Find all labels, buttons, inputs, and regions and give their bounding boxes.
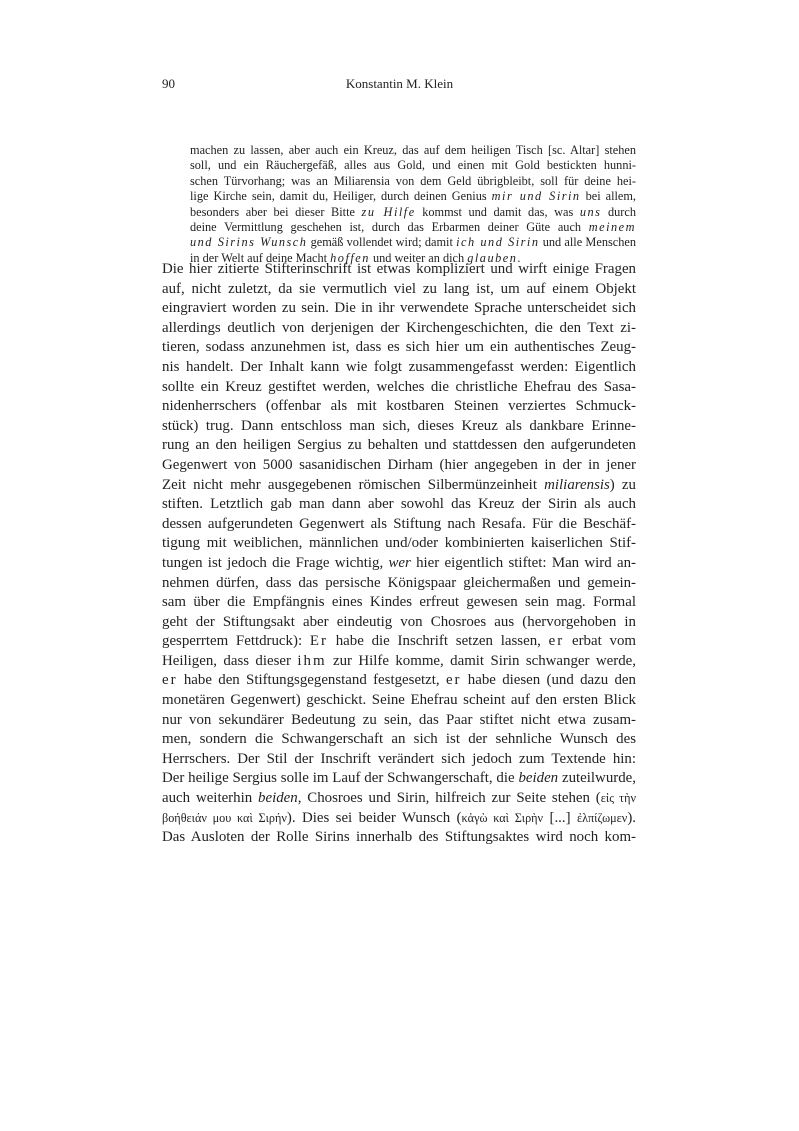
text-segment: Gegenwert von 5000 sasanidischen Dirham (hier angegeben in der in jener [162,456,636,473]
text-line [162,652,636,672]
text-segment: soll, und ein Räuchergefäß, alles aus Gold, und einen mit Gold bestickten hunni- [190,158,636,173]
emphasized-text: beiden [258,790,298,807]
text-segment: habe den Stiftungsgegenstand festgesetzt, [177,672,446,689]
emphasized-text: uns [579,204,602,219]
text-segment: besonders aber bei dieser Bitte [190,204,362,219]
text-line [190,174,636,189]
text-segment: sam über die Empfängnis eines Kindes erfreut gewesen sein mag. Formal [162,594,636,611]
text-segment: . [517,250,521,265]
text-segment: Der heilige Sergius solle im Lauf der Schwangerschaft, die [162,770,519,787]
text-segment: Herrschers. Der Stil der Inschrift verändert sich jedoch zum Textende hin: [162,750,636,767]
text-segment: allerdings deutlich von derjenigen der Kirchengeschichten, die den Text zi- [162,319,636,336]
text-segment: Die hier zitierte Stifterinschrift ist etwas kompliziert und wirft einige Fragen [162,261,636,277]
text-segment: sollte ein Kreuz gestiftet werden, welches die christliche Ehefrau des Sasa- [162,378,636,395]
text-segment: tungen ist jedoch die Frage wichtig, [162,554,389,571]
text-line [162,417,636,437]
text-segment: deine Vermittlung geschehen ist, durch das Erbarmen deiner Güte auch [190,220,589,235]
running-head: Konstantin M. Klein [345,76,454,91]
text-line [162,534,636,554]
text-segment: stiften. Letztlich gab man dann aber sowohl das Kreuz der Sirin als auch [162,496,636,513]
text-segment: machen zu lassen, aber auch ein Kreuz, das auf dem heiligen Tisch [sc. Altar] stehen [190,143,636,157]
text-segment: tieren, sodass anzunehmen ist, dass es sich hier um ein authentisches Zeug- [162,339,636,356]
text-line [190,205,636,220]
text-line [162,613,636,633]
text-segment: erbat vom [564,633,636,650]
text-segment: Zeit nicht mehr ausgegebenen römischen Silbermünzeinheit [162,476,545,493]
text-line [162,750,636,770]
text-segment: zuteilwurde, [558,770,636,787]
body-paragraph [162,260,636,848]
text-segment: habe die Inschrift setzen lassen, [327,633,549,650]
text-line [162,711,636,731]
text-line [162,456,636,476]
emphasized-text: zu Hilfe [361,204,416,219]
text-segment: kommst und damit das, was [415,204,580,219]
text-line [162,397,636,417]
text-segment: gesperrtem Fettdruck): [162,633,310,650]
text-segment: ). [627,809,636,826]
text-segment: tigung mit weiblichen, männlichen und/oder kombinierten kaiserlichen Stif- [162,535,636,552]
text-segment: ). Dies sei beider Wunsch ( [286,809,462,826]
text-line [162,358,636,378]
text-segment: bei allem, [580,189,637,204]
text-line [162,789,636,809]
block-quote [190,143,636,266]
text-line [162,809,636,829]
text-segment: monetären Gegenwert) geschickt. Seine Ehefrau scheint auf den ersten Blick [162,692,636,709]
text-line [162,730,636,750]
text-segment: stück) trug. Dann entschloss man sich, dieses Kreuz als dankbare Erinne- [162,417,636,434]
text-segment: auch weiterhin [162,790,259,807]
text-line [162,436,636,456]
text-line [162,319,636,339]
emphasized-text: er [445,672,462,689]
greek-text: ἐλπίζωμεν [576,810,628,825]
text-segment: nehmen dürfen, dass das persische Königspaar gleichermaßen und gemein- [162,574,636,591]
text-line [162,671,636,691]
text-line [190,235,636,250]
text-segment: dessen aufgerundeten Gegenwert als Stiftung nach Resafa. Für die Beschäf- [162,515,636,532]
text-line [190,143,636,158]
text-segment: Heiligen, dass dieser [162,652,298,669]
text-segment: nidenherrschers (offenbar als mit kostbaren Steinen verziertes Schmuck- [162,398,636,415]
emphasized-text: er [162,672,178,689]
page-number: 90 [162,76,175,91]
emphasized-text: meinem [588,220,636,235]
text-line [162,476,636,496]
emphasized-text: ich und Sirin [456,235,540,250]
text-segment: , Chosroes und Sirin, hilfreich zur Seite stehen ( [297,790,601,807]
text-line [190,220,636,235]
emphasized-text: glauben [467,250,518,265]
text-segment: nis handelt. Der Inhalt kann wie folgt zusammengefasst werden: Eigentlich [162,358,636,375]
text-segment: in der Welt auf deine Macht [190,250,331,265]
text-segment: auf, nicht zuletzt, da sie vermutlich viel zu lang ist, um auf einem Objekt [162,280,636,297]
text-line [162,769,636,789]
emphasized-text: hoffen [330,250,370,265]
emphasized-text: Er [309,633,328,650]
text-segment: men, sondern die Schwangerschaft an sich ist der sehnliche Wunsch des [162,731,636,748]
text-line [162,378,636,398]
emphasized-text: und Sirins Wunsch [190,235,308,250]
text-line [162,338,636,358]
text-line [190,158,636,173]
text-segment: geht der Stiftungsakt aber eindeutig von Chosroes aus (hervorgehoben in [162,613,636,630]
text-segment: nur von sekundärer Bedeutung zu sein, das Paar stiftet nicht etwa zusam- [162,711,636,728]
emphasized-text: miliarensis [544,476,610,493]
greek-text: εἰς τὴν [600,791,636,806]
text-line [162,515,636,535]
text-segment: und weiter an dich [369,250,468,265]
text-segment: gemäß vollendet wird; damit [307,235,457,250]
greek-text: κἀγὼ καὶ Σιρὴν [461,810,544,825]
text-segment: schen Türvorhang; was an Miliarensia von dem Geld übrigbleibt, soll für deine hei- [190,173,636,188]
text-line [162,280,636,300]
text-segment: ) zu [609,476,636,493]
text-line [162,299,636,319]
text-line [162,260,636,280]
text-line [162,574,636,594]
text-line [162,593,636,613]
text-segment: hier eigentlich stiftet: Man wird an- [410,554,636,571]
text-segment: [...] [543,809,577,826]
text-line [162,828,636,848]
emphasized-text: wer [388,554,411,571]
text-segment: zur Hilfe komme, damit Sirin schwanger werde, [326,652,636,669]
text-line [162,554,636,574]
text-line [190,189,636,204]
emphasized-text: ihm [297,652,327,669]
text-line [162,632,636,652]
emphasized-text: er [548,633,565,650]
text-segment: durch [601,204,637,219]
emphasized-text: mir und Sirin [491,189,581,204]
text-segment: und alle Menschen [539,235,636,250]
text-segment: Das Ausloten der Rolle Sirins innerhalb des Stiftungsaktes wird noch kom- [162,829,636,846]
text-line [162,495,636,515]
text-segment: eingraviert worden zu sein. Die in ihr verwendete Sprache unterscheidet sich [162,300,636,317]
text-segment: habe diesen (und dazu den [461,672,636,689]
text-line [162,691,636,711]
emphasized-text: beiden [518,770,559,787]
greek-text: βοήθειάν μου καὶ Σιρήν [162,810,287,825]
text-segment: rung an den heiligen Sergius zu behalten und stattdessen den aufgerundeten [162,437,636,454]
text-segment: lige Kirche sein, damit du, Heiliger, durch deinen Genius [190,189,492,204]
